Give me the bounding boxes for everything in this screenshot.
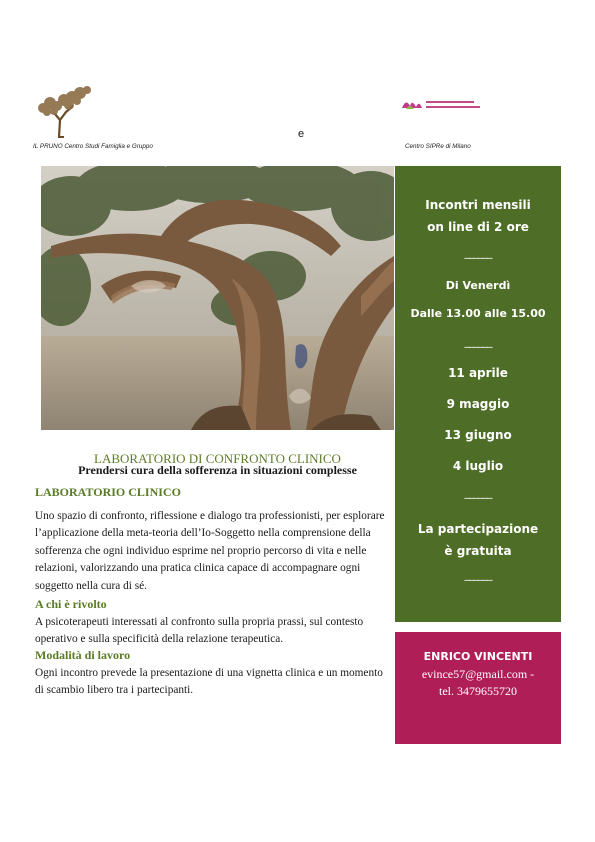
contact-panel: [395, 632, 561, 744]
contact-name: ENRICO VINCENTI: [423, 650, 533, 663]
il-pruno-logo: [33, 84, 93, 138]
meeting-day: Di Venerdì: [445, 279, 511, 292]
sipre-caption: Centro SIPRe di Milano: [405, 143, 471, 150]
meetings-line-1: Incontri mensili: [425, 198, 531, 212]
participation-line-1: La partecipazione: [417, 522, 539, 536]
date-1: 11 aprile: [448, 366, 508, 380]
separator-1: ______: [464, 246, 492, 259]
schedule-panel: [395, 166, 561, 622]
contact-email[interactable]: evince57@gmail.com -: [421, 667, 535, 681]
participation-line-2: è gratuita: [444, 544, 512, 558]
contact-phone[interactable]: tel. 3479655720: [439, 684, 517, 698]
date-2: 9 maggio: [446, 397, 510, 411]
meeting-time: Dalle 13.00 alle 15.00: [410, 307, 546, 320]
section-heading-method: Modalità di lavoro: [35, 648, 131, 662]
separator-3: ______: [464, 486, 492, 499]
olive-tree-photo: [41, 166, 394, 430]
section-text-method: Ogni incontro prevede la presentazione di una vignetta clinica e un momento di scambio libero tra i partecipanti.: [35, 667, 383, 697]
il-pruno-caption: IL PRUNO Centro Studi Famiglia e Gruppo: [33, 143, 153, 150]
section-heading-audience: A chi è rivolto: [35, 597, 107, 611]
section-text-audience: A psicoterapeuti interessati al confronto sulla propria prassi, sul contesto operativo e sulla specificità della relazione terapeutica.: [35, 616, 364, 646]
date-3: 13 giugno: [444, 428, 512, 442]
meetings-line-2: on line di 2 ore: [427, 220, 529, 234]
lab-title: LABORATORIO DI CONFRONTO CLINICO: [94, 451, 341, 466]
separator-4: ______: [464, 568, 492, 581]
sipre-logo: [400, 96, 482, 112]
section-text-lab: Uno spazio di confronto, riflessione e dialogo tra professionisti, per esplorare l’applicazione della meta-teoria dell’Io-Soggetto nella comprensione della sofferenza che ogni individuo esprime nel proprio percorso di vita e nelle relazioni, valorizzando una pratica clinica capace di accompagnare ogni soggetto nella cura di sé.: [35, 510, 385, 592]
section-heading-lab: LABORATORIO CLINICO: [35, 485, 181, 499]
lab-subtitle: Prendersi cura della sofferenza in situazioni complesse: [78, 463, 357, 477]
conjunction-text: e: [298, 128, 305, 140]
date-4: 4 luglio: [452, 459, 504, 473]
separator-2: ______: [464, 335, 492, 348]
